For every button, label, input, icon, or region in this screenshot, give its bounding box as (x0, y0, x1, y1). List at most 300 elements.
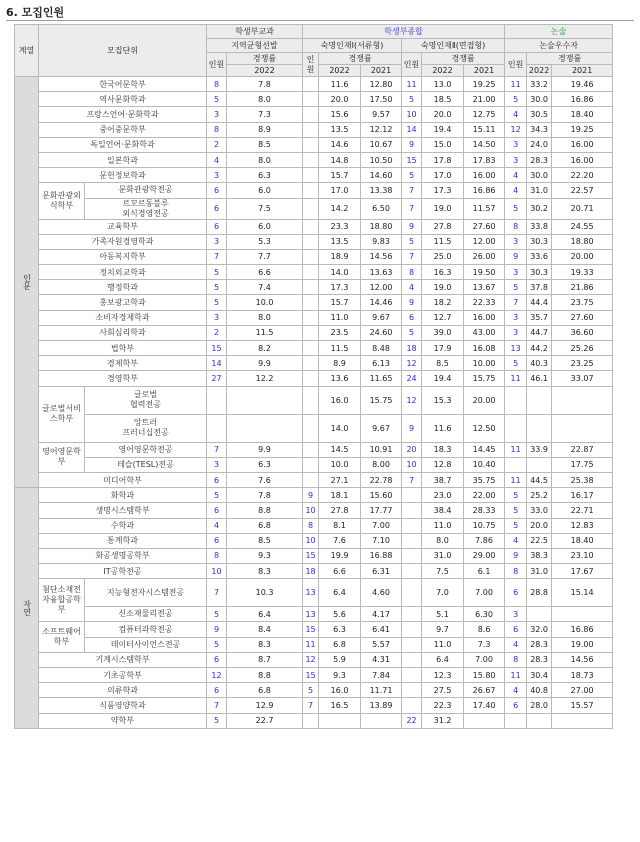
count-regional: 7 (207, 579, 227, 607)
ratio-regional: 6.8 (227, 683, 303, 698)
ratio-talent1-2022: 17.0 (319, 183, 361, 198)
count-talent2: 8 (402, 265, 422, 280)
table-row (15, 295, 613, 310)
count-talent1: 8 (303, 518, 319, 533)
ratio-regional: 6.4 (227, 607, 303, 622)
table-row (15, 698, 613, 713)
header-essay: 논술 (505, 25, 613, 39)
unit-name: 의류학과 (39, 683, 207, 698)
unit-name: 신소재물리전공 (85, 607, 207, 622)
table-row (15, 457, 613, 472)
ratio-talent1-2022 (319, 713, 361, 728)
count-talent1: 15 (303, 622, 319, 637)
ratio-talent1-2021: 4.17 (361, 607, 402, 622)
subgroup-label: 첨단소재전자융합공학부 (39, 579, 85, 622)
ratio-essay-2022: 44.5 (527, 472, 552, 487)
count-essay: 4 (505, 107, 527, 122)
table-row (15, 683, 613, 698)
count-essay: 4 (505, 168, 527, 183)
count-regional: 5 (207, 637, 227, 652)
ratio-talent2-2022: 19.4 (422, 371, 464, 386)
count-talent1: 13 (303, 579, 319, 607)
unit-name: 홍보광고학과 (39, 295, 207, 310)
unit-name: 데이터사이언스전공 (85, 637, 207, 652)
count-talent1 (303, 713, 319, 728)
ratio-regional: 8.0 (227, 310, 303, 325)
count-essay: 4 (505, 683, 527, 698)
unit-name: 문화관광학전공 (85, 183, 207, 198)
ratio-regional: 8.4 (227, 622, 303, 637)
ratio-talent1-2022: 16.0 (319, 386, 361, 414)
count-essay: 5 (505, 356, 527, 371)
ratio-talent2-2021: 17.83 (464, 152, 505, 167)
ratio-talent1-2021: 10.50 (361, 152, 402, 167)
count-talent1: 7 (303, 698, 319, 713)
ratio-talent1-2021: 17.50 (361, 92, 402, 107)
ratio-talent2-2022: 13.0 (422, 77, 464, 92)
ratio-essay-2022 (527, 607, 552, 622)
ratio-essay-2022: 28.3 (527, 652, 552, 667)
count-talent2 (402, 503, 422, 518)
count-talent2: 10 (402, 457, 422, 472)
ratio-talent2-2022: 18.3 (422, 442, 464, 457)
ratio-talent2-2021: 6.30 (464, 607, 505, 622)
subgroup-label: 문화관광외식학부 (39, 183, 85, 219)
count-talent1 (303, 183, 319, 198)
header-field: 계열 (15, 25, 39, 77)
count-essay: 9 (505, 548, 527, 563)
section-title: 6. 모집인원 (6, 6, 65, 19)
count-talent1 (303, 280, 319, 295)
field-group-label: 인문 (15, 77, 39, 488)
ratio-talent2-2021: 14.50 (464, 137, 505, 152)
ratio-essay-2021: 19.33 (552, 265, 613, 280)
ratio-essay-2021: 19.00 (552, 637, 613, 652)
ratio-talent1-2021: 7.00 (361, 518, 402, 533)
table-row (15, 503, 613, 518)
table-row (15, 107, 613, 122)
ratio-regional: 6.0 (227, 183, 303, 198)
ratio-essay-2021: 25.26 (552, 341, 613, 356)
ratio-talent2-2022: 17.9 (422, 341, 464, 356)
unit-name: 기계시스템학부 (39, 652, 207, 667)
table-row (15, 77, 613, 92)
table-row (15, 472, 613, 487)
ratio-talent1-2022: 14.8 (319, 152, 361, 167)
ratio-talent1-2021: 12.12 (361, 122, 402, 137)
count-talent2: 5 (402, 325, 422, 340)
count-talent2 (402, 622, 422, 637)
ratio-essay-2021: 36.60 (552, 325, 613, 340)
count-talent2: 10 (402, 107, 422, 122)
unit-name: 일본학과 (39, 152, 207, 167)
ratio-talent2-2022: 18.2 (422, 295, 464, 310)
ratio-talent2-2022: 27.5 (422, 683, 464, 698)
count-essay: 11 (505, 77, 527, 92)
count-talent1 (303, 295, 319, 310)
table-row (15, 488, 613, 503)
header-count: 인원 (505, 53, 527, 77)
count-essay: 3 (505, 607, 527, 622)
table-row (15, 356, 613, 371)
ratio-regional: 11.5 (227, 325, 303, 340)
ratio-talent1-2021: 15.75 (361, 386, 402, 414)
ratio-talent1-2021: 6.41 (361, 622, 402, 637)
ratio-regional: 7.8 (227, 77, 303, 92)
ratio-essay-2021: 19.46 (552, 77, 613, 92)
count-essay: 5 (505, 198, 527, 219)
ratio-talent2-2021 (464, 713, 505, 728)
count-talent2: 5 (402, 92, 422, 107)
unit-name: 앙트러 프러너십전공 (85, 414, 207, 442)
count-talent2: 5 (402, 234, 422, 249)
count-talent2 (402, 668, 422, 683)
count-talent2 (402, 518, 422, 533)
ratio-talent2-2021: 19.50 (464, 265, 505, 280)
header-ratio: 경쟁률 (422, 53, 505, 65)
table-row (15, 265, 613, 280)
ratio-essay-2021: 27.60 (552, 310, 613, 325)
ratio-talent2-2021: 13.67 (464, 280, 505, 295)
unit-name: 중어중문학부 (39, 122, 207, 137)
ratio-essay-2021 (552, 414, 613, 442)
count-essay (505, 713, 527, 728)
ratio-talent2-2022: 12.3 (422, 668, 464, 683)
table-row (15, 607, 613, 622)
ratio-talent1-2022: 10.0 (319, 457, 361, 472)
ratio-talent1-2022: 9.3 (319, 668, 361, 683)
count-regional (207, 414, 227, 442)
ratio-essay-2021: 16.86 (552, 622, 613, 637)
table-row (15, 518, 613, 533)
ratio-talent2-2022: 17.0 (422, 168, 464, 183)
count-essay: 5 (505, 280, 527, 295)
ratio-regional: 9.9 (227, 356, 303, 371)
ratio-essay-2022: 28.3 (527, 637, 552, 652)
count-essay: 5 (505, 488, 527, 503)
unit-name: 법학부 (39, 341, 207, 356)
ratio-talent2-2021: 22.33 (464, 295, 505, 310)
unit-name: 교육학부 (39, 219, 207, 234)
ratio-talent1-2021: 11.71 (361, 683, 402, 698)
ratio-essay-2021: 23.10 (552, 548, 613, 563)
count-talent1: 11 (303, 637, 319, 652)
unit-name: 아동복지학부 (39, 249, 207, 264)
count-talent1 (303, 325, 319, 340)
count-talent2: 9 (402, 137, 422, 152)
count-essay: 5 (505, 503, 527, 518)
ratio-essay-2021: 22.57 (552, 183, 613, 198)
count-talent2: 18 (402, 341, 422, 356)
table-row (15, 280, 613, 295)
unit-name: 컴퓨터과학전공 (85, 622, 207, 637)
ratio-regional: 8.7 (227, 652, 303, 667)
count-talent2: 15 (402, 152, 422, 167)
count-regional: 14 (207, 356, 227, 371)
header-count: 인원 (207, 53, 227, 77)
unit-name: 한국어문학부 (39, 77, 207, 92)
count-talent2 (402, 533, 422, 548)
count-talent1 (303, 472, 319, 487)
ratio-regional: 7.6 (227, 472, 303, 487)
ratio-talent1-2022: 14.0 (319, 265, 361, 280)
header-year: 2021 (361, 65, 402, 77)
count-regional: 7 (207, 249, 227, 264)
count-regional: 3 (207, 457, 227, 472)
ratio-essay-2022: 28.3 (527, 152, 552, 167)
count-talent1: 15 (303, 548, 319, 563)
ratio-regional: 8.0 (227, 92, 303, 107)
header-ratio: 경쟁률 (527, 53, 613, 65)
ratio-talent2-2022: 31.2 (422, 713, 464, 728)
count-regional: 4 (207, 152, 227, 167)
table-row (15, 414, 613, 442)
count-talent1 (303, 168, 319, 183)
ratio-essay-2022: 33.2 (527, 77, 552, 92)
table-row (15, 668, 613, 683)
ratio-talent2-2021: 19.25 (464, 77, 505, 92)
header-year: 2022 (527, 65, 552, 77)
ratio-talent1-2022: 11.5 (319, 341, 361, 356)
table-row (15, 152, 613, 167)
ratio-essay-2022: 30.5 (527, 107, 552, 122)
ratio-essay-2021: 18.80 (552, 234, 613, 249)
count-talent2: 6 (402, 310, 422, 325)
ratio-essay-2022: 30.2 (527, 198, 552, 219)
ratio-talent2-2021: 12.00 (464, 234, 505, 249)
ratio-talent1-2022: 23.5 (319, 325, 361, 340)
ratio-talent2-2021: 16.00 (464, 168, 505, 183)
ratio-regional: 12.9 (227, 698, 303, 713)
table-row (15, 325, 613, 340)
ratio-talent1-2022: 8.9 (319, 356, 361, 371)
ratio-talent1-2022: 6.8 (319, 637, 361, 652)
count-talent2: 12 (402, 386, 422, 414)
ratio-essay-2022: 30.0 (527, 168, 552, 183)
ratio-essay-2022: 28.8 (527, 579, 552, 607)
table-row (15, 198, 613, 219)
table-row (15, 442, 613, 457)
ratio-talent2-2022: 12.8 (422, 457, 464, 472)
ratio-talent1-2022: 14.6 (319, 137, 361, 152)
ratio-talent1-2022: 6.3 (319, 622, 361, 637)
header-ratio: 경쟁률 (227, 53, 303, 65)
ratio-talent1-2022: 13.6 (319, 371, 361, 386)
unit-name: 경제학부 (39, 356, 207, 371)
ratio-talent1-2022: 11.6 (319, 77, 361, 92)
count-essay: 6 (505, 622, 527, 637)
count-regional: 4 (207, 518, 227, 533)
unit-name: 수학과 (39, 518, 207, 533)
ratio-talent2-2021: 28.33 (464, 503, 505, 518)
table-row (15, 137, 613, 152)
ratio-talent1-2022: 15.7 (319, 168, 361, 183)
count-essay (505, 386, 527, 414)
count-regional: 5 (207, 488, 227, 503)
ratio-talent1-2021: 9.83 (361, 234, 402, 249)
ratio-essay-2021: 22.71 (552, 503, 613, 518)
ratio-regional: 8.9 (227, 122, 303, 137)
ratio-regional: 8.3 (227, 564, 303, 579)
ratio-talent1-2022: 5.6 (319, 607, 361, 622)
ratio-talent2-2021: 16.08 (464, 341, 505, 356)
count-talent2: 7 (402, 198, 422, 219)
header-count: 인원 (402, 53, 422, 77)
ratio-essay-2021: 15.57 (552, 698, 613, 713)
unit-name: 소비자경제학과 (39, 310, 207, 325)
count-talent1: 9 (303, 488, 319, 503)
count-regional: 7 (207, 442, 227, 457)
ratio-essay-2022: 33.6 (527, 249, 552, 264)
ratio-essay-2021: 25.38 (552, 472, 613, 487)
header-year: 2022 (319, 65, 361, 77)
count-regional: 2 (207, 325, 227, 340)
unit-name: 가족자원경영학과 (39, 234, 207, 249)
ratio-talent2-2022: 6.4 (422, 652, 464, 667)
ratio-essay-2021: 22.20 (552, 168, 613, 183)
table-body (15, 77, 613, 729)
ratio-talent1-2022: 13.5 (319, 122, 361, 137)
unit-name: 르꼬르동블루 외식경영전공 (85, 198, 207, 219)
ratio-essay-2022: 44.2 (527, 341, 552, 356)
ratio-essay-2022 (527, 713, 552, 728)
ratio-talent1-2021: 7.10 (361, 533, 402, 548)
ratio-regional: 22.7 (227, 713, 303, 728)
ratio-talent2-2022: 17.3 (422, 183, 464, 198)
count-essay: 8 (505, 219, 527, 234)
ratio-talent1-2021: 4.31 (361, 652, 402, 667)
subgroup-label: 글로벌서비스학부 (39, 386, 85, 442)
header-school-record-subject: 학생부교과 (207, 25, 303, 39)
count-essay: 11 (505, 371, 527, 386)
ratio-regional: 6.0 (227, 219, 303, 234)
unit-name: 통계학과 (39, 533, 207, 548)
ratio-talent1-2021: 14.60 (361, 168, 402, 183)
count-regional: 8 (207, 122, 227, 137)
ratio-essay-2022 (527, 386, 552, 414)
ratio-talent1-2021: 8.48 (361, 341, 402, 356)
count-talent1 (303, 107, 319, 122)
count-talent1 (303, 265, 319, 280)
table-row (15, 92, 613, 107)
ratio-regional: 7.4 (227, 280, 303, 295)
ratio-talent2-2021: 15.80 (464, 668, 505, 683)
ratio-essay-2022: 44.7 (527, 325, 552, 340)
count-regional: 3 (207, 168, 227, 183)
ratio-talent2-2022: 11.6 (422, 414, 464, 442)
count-essay: 4 (505, 637, 527, 652)
ratio-talent1-2021: 17.77 (361, 503, 402, 518)
count-talent2: 4 (402, 280, 422, 295)
ratio-regional: 10.3 (227, 579, 303, 607)
ratio-regional: 7.7 (227, 249, 303, 264)
ratio-talent2-2022: 23.0 (422, 488, 464, 503)
count-essay: 3 (505, 325, 527, 340)
unit-name: 화학과 (39, 488, 207, 503)
ratio-essay-2022: 32.0 (527, 622, 552, 637)
title-rule (6, 20, 634, 21)
table-row (15, 168, 613, 183)
ratio-talent1-2021: 13.63 (361, 265, 402, 280)
ratio-talent2-2021: 16.86 (464, 183, 505, 198)
ratio-talent1-2022: 18.1 (319, 488, 361, 503)
unit-name: 테슬(TESL)전공 (85, 457, 207, 472)
count-talent2: 12 (402, 356, 422, 371)
ratio-regional: 9.9 (227, 442, 303, 457)
table-row (15, 219, 613, 234)
ratio-talent2-2021: 7.3 (464, 637, 505, 652)
ratio-talent2-2021: 10.40 (464, 457, 505, 472)
ratio-essay-2022: 40.8 (527, 683, 552, 698)
count-talent1 (303, 137, 319, 152)
ratio-talent1-2022: 8.1 (319, 518, 361, 533)
ratio-talent1-2022: 15.6 (319, 107, 361, 122)
count-talent2: 20 (402, 442, 422, 457)
unit-name: 역사문화학과 (39, 92, 207, 107)
ratio-talent2-2022: 16.3 (422, 265, 464, 280)
count-regional: 15 (207, 341, 227, 356)
ratio-talent1-2021: 9.57 (361, 107, 402, 122)
count-regional: 7 (207, 698, 227, 713)
ratio-essay-2021: 16.86 (552, 92, 613, 107)
ratio-talent2-2021: 15.75 (464, 371, 505, 386)
unit-name: 행정학과 (39, 280, 207, 295)
ratio-talent1-2021: 6.13 (361, 356, 402, 371)
count-talent1 (303, 122, 319, 137)
count-essay: 3 (505, 152, 527, 167)
ratio-talent2-2021: 8.6 (464, 622, 505, 637)
ratio-essay-2021 (552, 713, 613, 728)
count-talent2 (402, 488, 422, 503)
ratio-talent2-2022: 11.0 (422, 637, 464, 652)
count-regional: 10 (207, 564, 227, 579)
count-talent1 (303, 414, 319, 442)
ratio-talent1-2022: 14.5 (319, 442, 361, 457)
ratio-talent1-2021: 14.46 (361, 295, 402, 310)
ratio-talent2-2021: 21.00 (464, 92, 505, 107)
count-talent1 (303, 457, 319, 472)
ratio-essay-2022: 40.3 (527, 356, 552, 371)
unit-name: 기초공학부 (39, 668, 207, 683)
count-essay: 8 (505, 564, 527, 579)
ratio-talent2-2022: 8.0 (422, 533, 464, 548)
count-talent1: 15 (303, 668, 319, 683)
ratio-essay-2022: 35.7 (527, 310, 552, 325)
count-essay: 9 (505, 249, 527, 264)
count-regional: 12 (207, 668, 227, 683)
ratio-talent1-2021: 24.60 (361, 325, 402, 340)
ratio-talent1-2021: 9.67 (361, 310, 402, 325)
count-talent1 (303, 219, 319, 234)
header-year: 2022 (422, 65, 464, 77)
count-talent1 (303, 371, 319, 386)
table-row (15, 713, 613, 728)
header-ratio: 경쟁률 (319, 53, 402, 65)
count-essay (505, 457, 527, 472)
ratio-talent2-2022: 19.0 (422, 198, 464, 219)
ratio-talent2-2021: 43.00 (464, 325, 505, 340)
count-talent1: 18 (303, 564, 319, 579)
ratio-essay-2021: 15.14 (552, 579, 613, 607)
ratio-regional: 12.2 (227, 371, 303, 386)
ratio-talent2-2021: 35.75 (464, 472, 505, 487)
count-talent2 (402, 698, 422, 713)
ratio-talent1-2021: 7.84 (361, 668, 402, 683)
unit-name: 글로벌 협력전공 (85, 386, 207, 414)
count-talent2 (402, 652, 422, 667)
count-regional: 3 (207, 234, 227, 249)
ratio-essay-2022 (527, 414, 552, 442)
